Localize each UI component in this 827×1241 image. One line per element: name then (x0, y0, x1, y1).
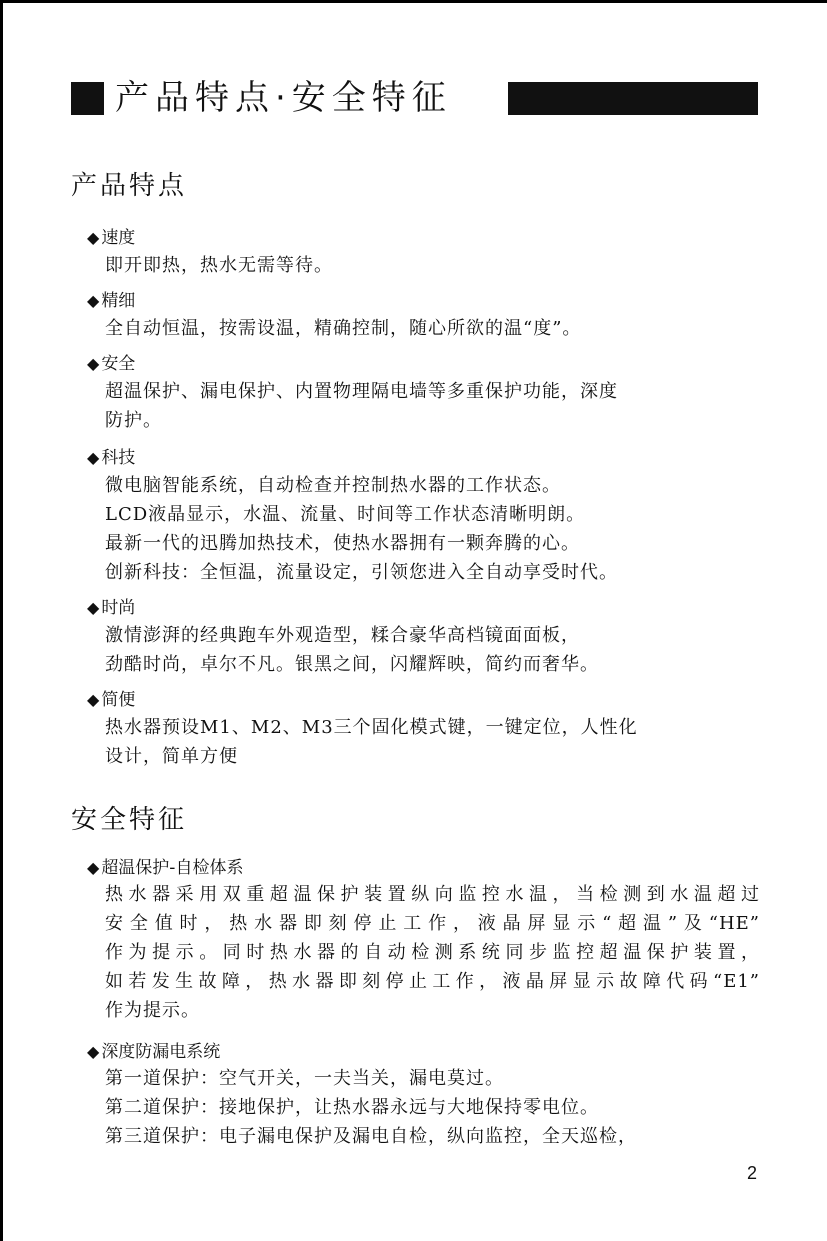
safety-line: 安全值时，热水器即刻停止工作，液晶屏显示“超温”及“HE” (105, 913, 760, 934)
safety-line: 第三道保护：电子漏电保护及漏电自检，纵向监控，全天巡检， (105, 1126, 637, 1147)
header-bar (508, 82, 758, 115)
safety-line: 热水器采用双重超温保护装置纵向监控水温，当检测到水温超过 (105, 884, 760, 905)
safety-section-title: 安全特征 (71, 805, 188, 835)
features-section-title: 产品特点 (71, 171, 188, 201)
safety-head: ◆ 深度防漏电系统 (87, 1042, 221, 1062)
safety-line: 作为提示。同时热水器的自动检测系统同步监控超温保护装置， (105, 942, 760, 963)
feature-line: 激情澎湃的经典跑车外观造型，糅合豪华高档镜面面板， (105, 625, 580, 646)
diamond-bullet-icon: ◆ (87, 291, 100, 310)
safety-head: ◆ 超温保护-自检体系 (87, 858, 244, 878)
safety-line: 作为提示。 (105, 1000, 200, 1021)
diamond-bullet-icon: ◆ (87, 598, 100, 617)
feature-line: 设计，简单方便 (105, 746, 238, 767)
feature-line: 全自动恒温，按需设温，精确控制，随心所欲的温“度”。 (105, 318, 582, 339)
feature-head: ◆ 安全 (87, 354, 136, 374)
feature-head: ◆ 精细 (87, 291, 136, 311)
header-square (71, 82, 104, 115)
page-header (71, 80, 759, 120)
feature-head: ◆ 科技 (87, 448, 136, 468)
feature-line: 劲酷时尚，卓尔不凡。银黑之间，闪耀辉映，简约而奢华。 (105, 654, 599, 675)
page-number: 2 (747, 1163, 758, 1183)
page-title: 产品特点·安全特征 (115, 78, 452, 118)
feature-line: 微电脑智能系统，自动检查并控制热水器的工作状态。 (105, 475, 561, 496)
feature-line: 热水器预设M1、M2、M3三个固化模式键，一键定位，人性化 (105, 717, 638, 738)
feature-line: 防护。 (105, 410, 162, 431)
safety-line: 第二道保护：接地保护，让热水器永远与大地保持零电位。 (105, 1097, 599, 1118)
feature-line: 创新科技：全恒温，流量设定，引领您进入全自动享受时代。 (105, 562, 618, 583)
diamond-bullet-icon: ◆ (87, 354, 100, 373)
diamond-bullet-icon: ◆ (87, 690, 100, 709)
diamond-bullet-icon: ◆ (87, 228, 100, 247)
feature-line: 最新一代的迅腾加热技术，使热水器拥有一颗奔腾的心。 (105, 533, 580, 554)
feature-line: 超温保护、漏电保护、内置物理隔电墙等多重保护功能，深度 (105, 381, 618, 402)
feature-head: ◆ 简便 (87, 690, 136, 710)
diamond-bullet-icon: ◆ (87, 858, 100, 877)
diamond-bullet-icon: ◆ (87, 448, 100, 467)
feature-head: ◆ 时尚 (87, 598, 136, 618)
safety-line: 如若发生故障，热水器即刻停止工作，液晶屏显示故障代码“E1” (105, 971, 760, 992)
safety-line: 第一道保护：空气开关，一夫当关，漏电莫过。 (105, 1068, 504, 1089)
feature-line: 即开即热，热水无需等待。 (105, 255, 333, 276)
feature-head: ◆ 速度 (87, 228, 136, 248)
diamond-bullet-icon: ◆ (87, 1042, 100, 1061)
feature-line: LCD液晶显示，水温、流量、时间等工作状态清晰明朗。 (105, 504, 586, 525)
